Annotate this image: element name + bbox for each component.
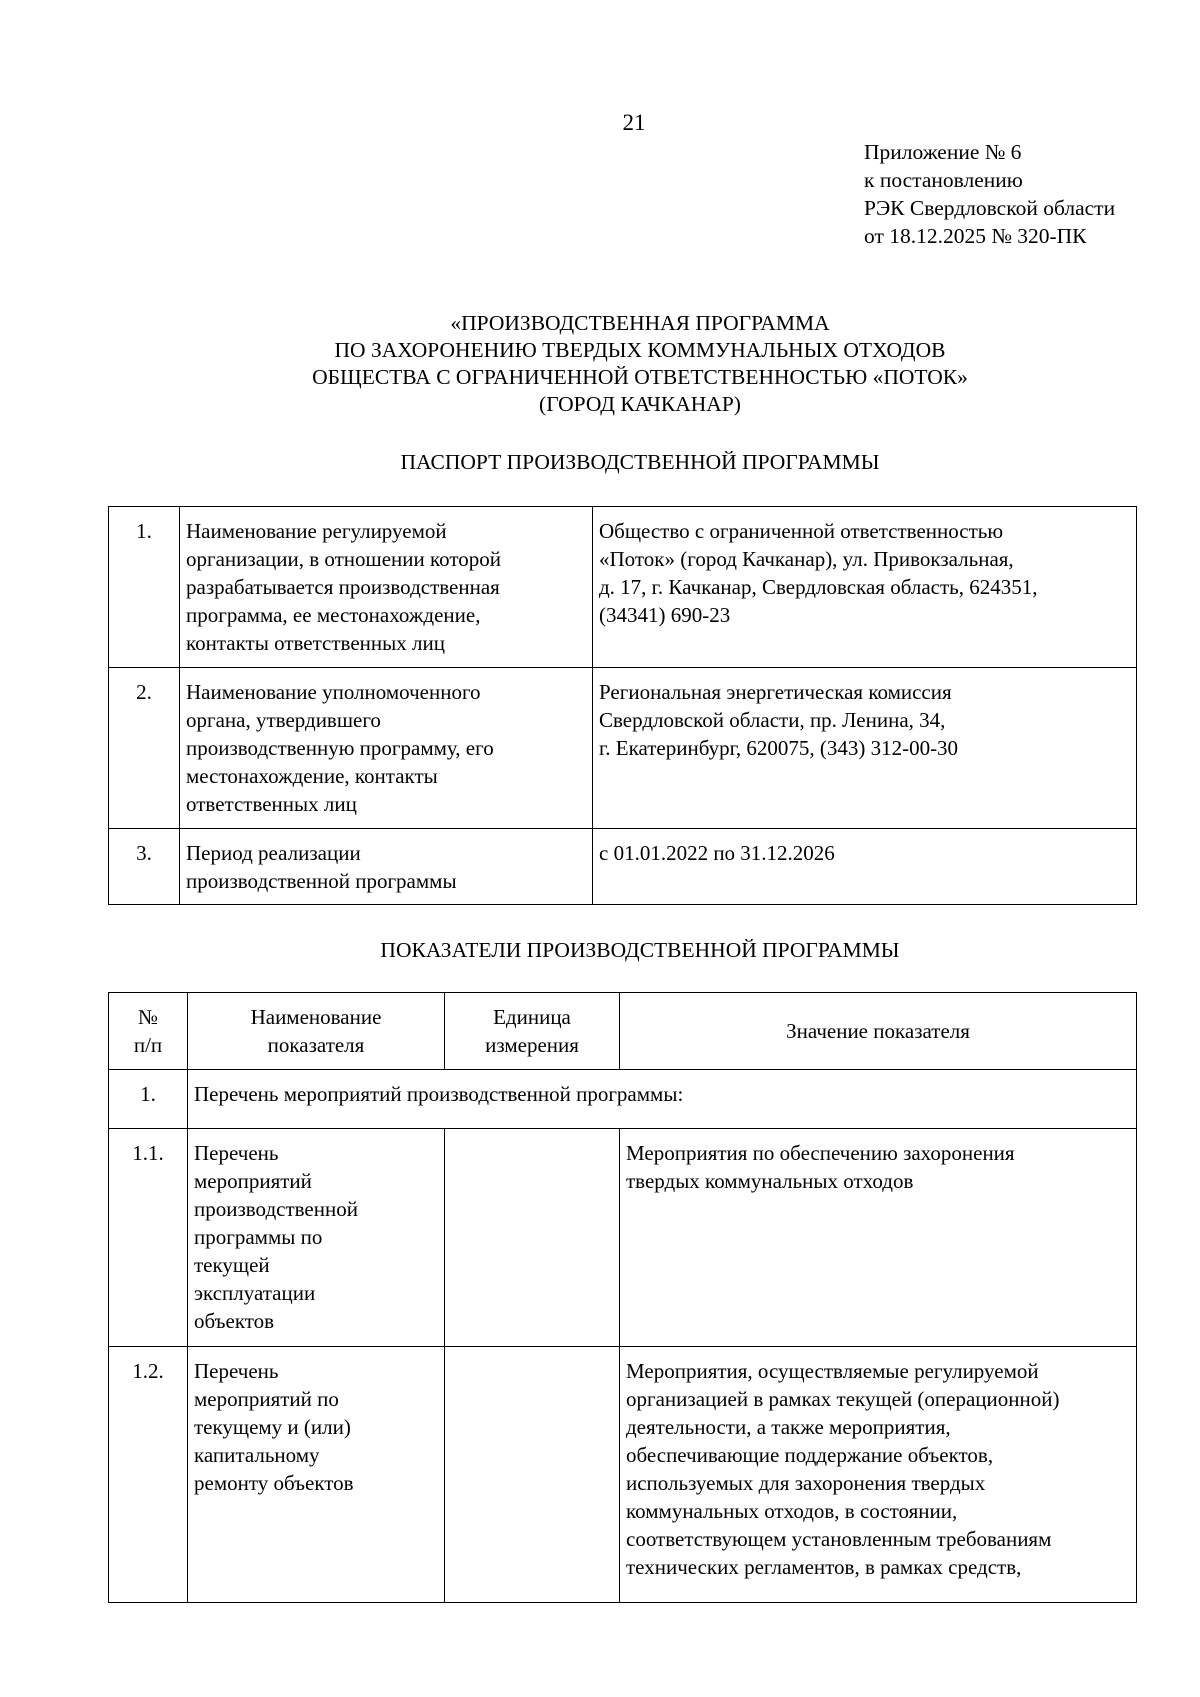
- passport-table: [108, 506, 1137, 905]
- row-number: 3.: [109, 829, 180, 905]
- row-value: с 01.01.2022 по 31.12.2026: [593, 829, 1137, 905]
- document-title: [0, 310, 1200, 418]
- row-number: 1.1.: [109, 1129, 188, 1347]
- table-header-row: [109, 993, 1137, 1070]
- table-row: [109, 1129, 1137, 1347]
- row-value: Общество с ограниченной ответственностью «Поток» (город Качканар), ул. Привокзальная, д. 17, г. Качканар, Свердловская область, 624351, (34341) 690-23: [593, 507, 1137, 668]
- appendix-line: Приложение № 6: [864, 140, 1022, 164]
- row-name: Период реализации производственной программы: [180, 829, 593, 905]
- title-line: (ГОРОД КАЧКАНАР): [539, 392, 741, 416]
- row-unit: [445, 1347, 620, 1603]
- appendix-line: РЭК Свердловской области: [864, 196, 1116, 220]
- section-title: Перечень мероприятий производственной программы:: [188, 1070, 1137, 1129]
- title-line: «ПРОИЗВОДСТВЕННАЯ ПРОГРАММА: [450, 311, 830, 335]
- row-value: Мероприятия, осуществляемые регулируемой организацией в рамках текущей (операционной) деятельности, а также мероприятия, обеспечивающие поддержание объектов, используемых для захоронения твердых коммунальных отходов, в состоянии, соответствующем установленным требованиям технических регламентов, в рамках средств,: [620, 1347, 1137, 1603]
- header-unit: Единица измерения: [445, 993, 620, 1070]
- title-line: ОБЩЕСТВА С ОГРАНИЧЕННОЙ ОТВЕТСТВЕННОСТЬЮ «ПОТОК»: [312, 365, 968, 389]
- row-name: Наименование регулируемой организации, в отношении которой разрабатывается производственная программа, ее местонахождение, контакты ответственных лиц: [180, 507, 593, 668]
- row-name: Наименование уполномоченного органа, утвердившего производственную программу, его местонахождение, контакты ответственных лиц: [180, 668, 593, 829]
- header-value: Значение показателя: [620, 993, 1137, 1070]
- indicators-heading: ПОКАЗАТЕЛИ ПРОИЗВОДСТВЕННОЙ ПРОГРАММЫ: [380, 938, 900, 962]
- header-name: Наименование показателя: [188, 993, 445, 1070]
- appendix-line: от 18.12.2025 № 320-ПК: [864, 224, 1087, 248]
- row-unit: [445, 1129, 620, 1347]
- row-number: 1.2.: [109, 1347, 188, 1603]
- row-number: 1.: [109, 507, 180, 668]
- passport-heading: ПАСПОРТ ПРОИЗВОДСТВЕННОЙ ПРОГРАММЫ: [400, 450, 880, 474]
- header-num: № п/п: [109, 993, 188, 1070]
- title-line: ПО ЗАХОРОНЕНИЮ ТВЕРДЫХ КОММУНАЛЬНЫХ ОТХОДОВ: [334, 338, 946, 362]
- row-value: Мероприятия по обеспечению захоронения твердых коммунальных отходов: [620, 1129, 1137, 1347]
- table-row: [109, 507, 1137, 668]
- row-name: Перечень мероприятий по текущему и (или) капитальному ремонту объектов: [188, 1347, 445, 1603]
- row-number: 2.: [109, 668, 180, 829]
- row-number: 1.: [109, 1070, 188, 1129]
- table-row: [109, 829, 1137, 905]
- table-row: [109, 668, 1137, 829]
- row-value: Региональная энергетическая комиссия Свердловской области, пр. Ленина, 34, г. Екатеринбург, 620075, (343) 312-00-30: [593, 668, 1137, 829]
- table-row: [109, 1070, 1137, 1129]
- table-row: [109, 1347, 1137, 1603]
- row-name: Перечень мероприятий производственной программы по текущей эксплуатации объектов: [188, 1129, 445, 1347]
- appendix-line: к постановлению: [864, 168, 1023, 192]
- appendix-reference: [864, 138, 1115, 250]
- page-number: 21: [622, 110, 646, 135]
- indicators-table: [108, 992, 1137, 1603]
